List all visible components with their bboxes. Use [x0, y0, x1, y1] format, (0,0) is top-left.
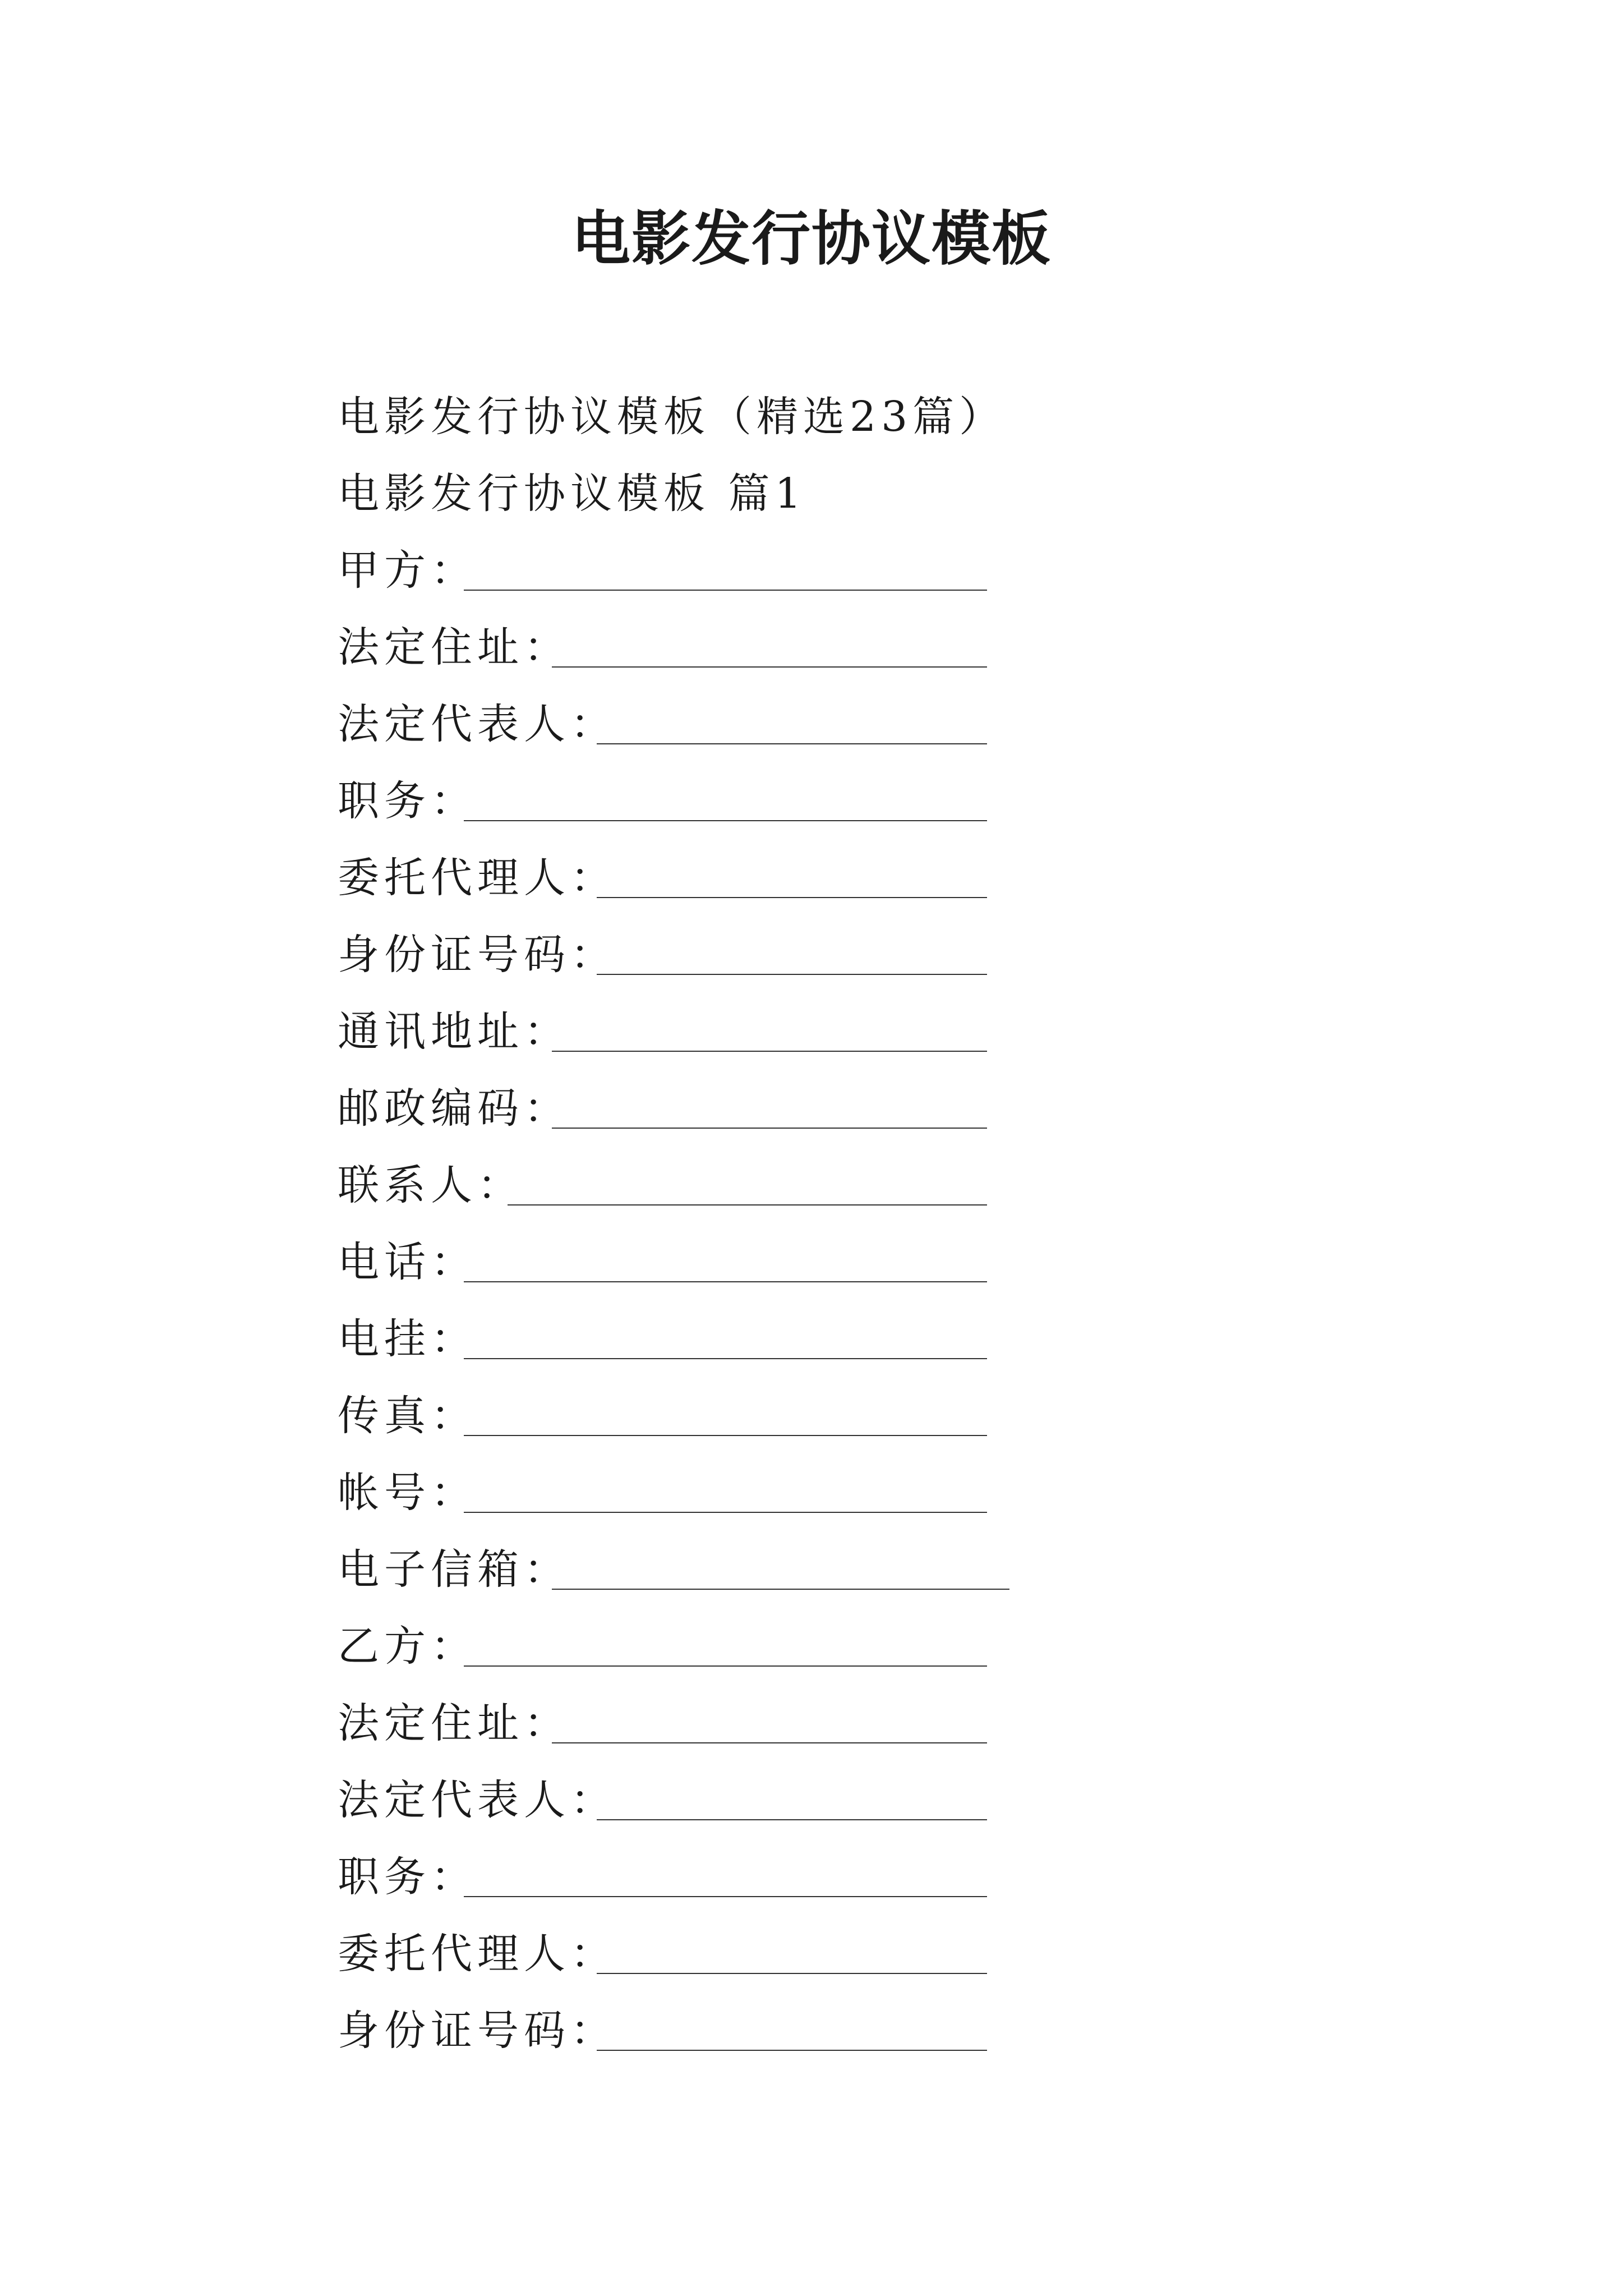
field-id-number-a — [338, 917, 1291, 993]
document-body — [338, 379, 1291, 2069]
field-legal-representative-b — [338, 1762, 1291, 1839]
field-label: 联系人： — [338, 1161, 524, 1209]
field-label: 电挂： — [338, 1315, 477, 1363]
field-label: 邮政编码： — [338, 1084, 570, 1133]
field-telegraph-a — [338, 1301, 1291, 1378]
field-legal-address-b — [338, 1685, 1291, 1762]
blank-line — [597, 897, 987, 898]
field-label: 委托代理人： — [338, 854, 617, 902]
field-agent-b — [338, 1916, 1291, 1993]
blank-line — [464, 590, 987, 591]
blank-line — [464, 1896, 987, 1897]
blank-line — [597, 2050, 987, 2051]
field-postal-code-a — [338, 1070, 1291, 1147]
field-label: 法定住址： — [338, 1699, 570, 1747]
intro-line: 电影发行协议模板（精选23篇） — [338, 393, 1006, 441]
field-label: 乙方： — [338, 1622, 477, 1671]
field-label: 电子信箱： — [338, 1545, 570, 1594]
field-email-a — [338, 1531, 1291, 1608]
blank-line — [464, 1358, 987, 1359]
blank-line — [464, 1665, 987, 1667]
field-position-a — [338, 763, 1291, 840]
field-phone-a — [338, 1224, 1291, 1301]
field-agent-a — [338, 840, 1291, 917]
field-legal-representative-a — [338, 686, 1291, 763]
field-label: 甲方： — [338, 546, 477, 595]
field-label: 电话： — [338, 1238, 477, 1286]
blank-line — [597, 743, 987, 744]
field-label: 职务： — [338, 777, 477, 825]
field-contact-person-a — [338, 1147, 1291, 1224]
field-label: 身份证号码： — [338, 931, 617, 979]
field-party-a — [338, 532, 1291, 609]
field-label: 法定住址： — [338, 623, 570, 671]
field-mailing-address-a — [338, 993, 1291, 1070]
field-party-b — [338, 1608, 1291, 1685]
field-id-number-b — [338, 1993, 1291, 2069]
blank-line — [464, 1512, 987, 1513]
blank-line — [552, 1128, 987, 1129]
blank-line — [464, 820, 987, 821]
field-label: 通讯地址： — [338, 1007, 570, 1056]
field-label: 法定代表人： — [338, 700, 617, 748]
blank-line — [552, 1051, 987, 1052]
section-heading: 电影发行协议模板 篇1 — [338, 470, 806, 518]
blank-line — [464, 1281, 987, 1282]
field-label: 帐号： — [338, 1469, 477, 1517]
field-label: 职务： — [338, 1853, 477, 1901]
field-label: 法定代表人： — [338, 1776, 617, 1824]
field-label: 身份证号码： — [338, 2007, 617, 2055]
blank-line — [597, 1973, 987, 1974]
blank-line — [552, 666, 987, 668]
field-position-b — [338, 1839, 1291, 1916]
blank-line — [597, 1819, 987, 1820]
blank-line — [552, 1589, 1009, 1590]
blank-line — [597, 974, 987, 975]
blank-line — [508, 1204, 987, 1205]
blank-line — [552, 1742, 987, 1743]
page-title: 电影发行协议模板 — [571, 204, 1052, 273]
field-fax-a — [338, 1378, 1291, 1455]
field-account-a — [338, 1455, 1291, 1531]
field-label: 传真： — [338, 1392, 477, 1440]
field-label: 委托代理人： — [338, 1930, 617, 1978]
field-legal-address-a — [338, 609, 1291, 686]
blank-line — [464, 1435, 987, 1436]
